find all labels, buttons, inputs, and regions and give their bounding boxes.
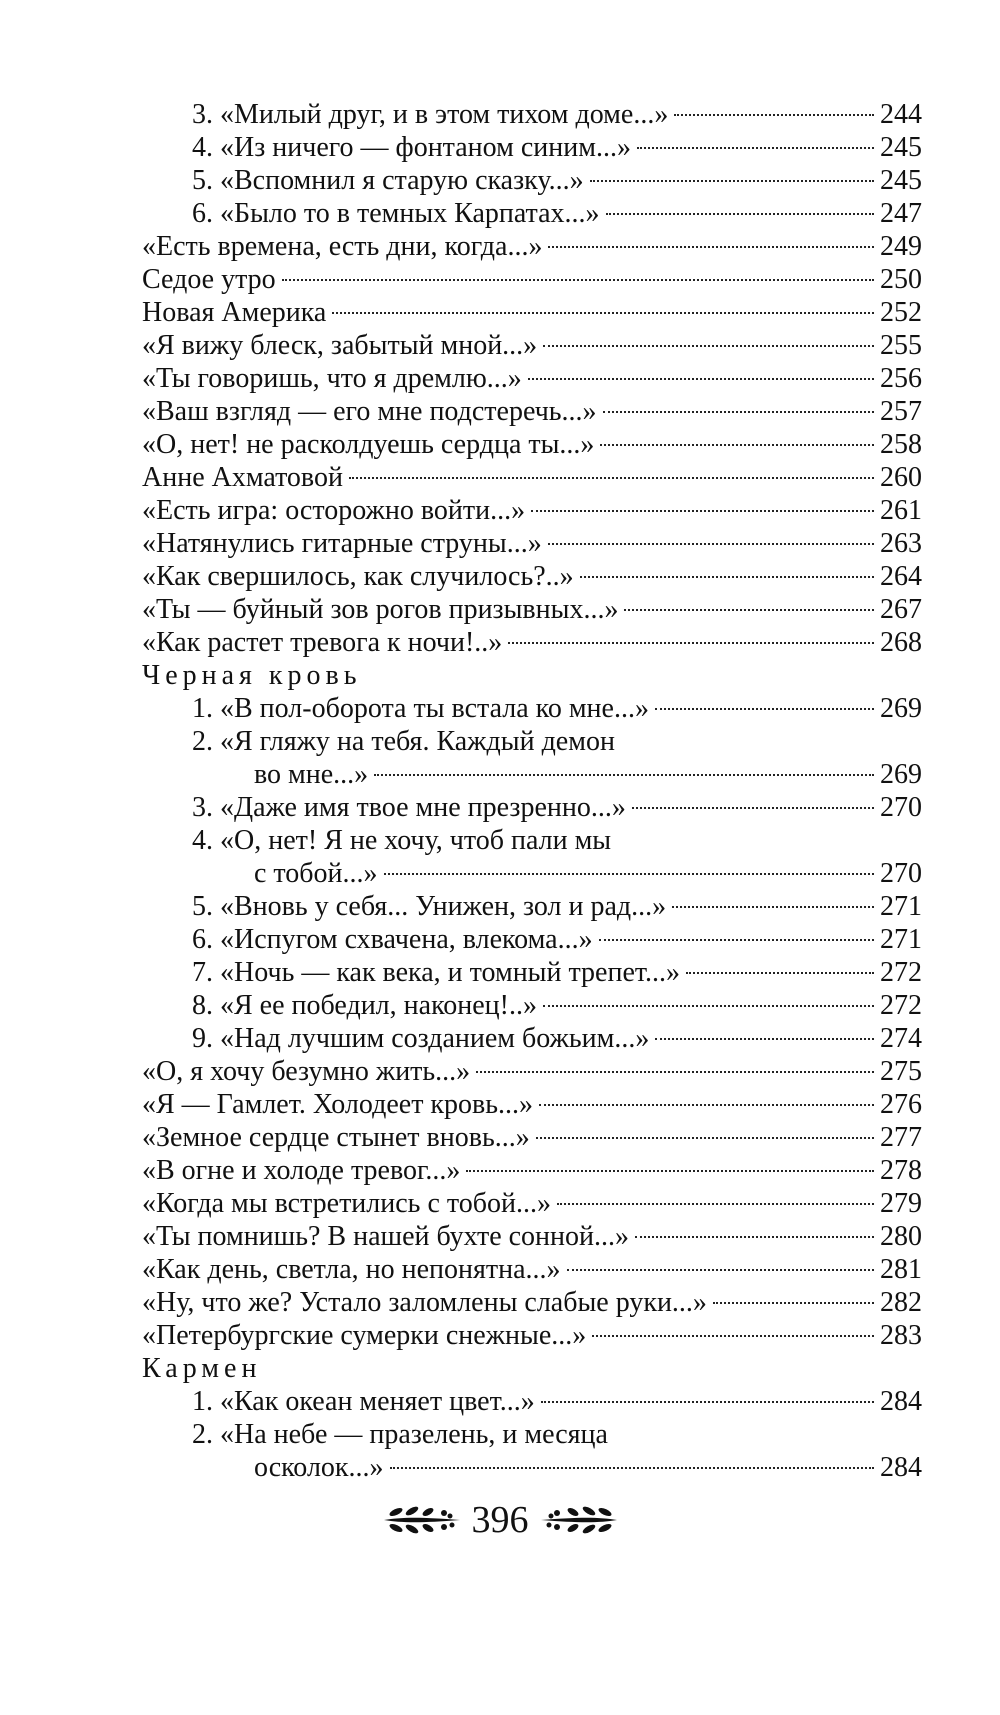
entry-page: 260 xyxy=(880,462,922,493)
entry-page: 247 xyxy=(880,198,922,229)
entry-title: «Натянулись гитарные струны...» xyxy=(142,528,542,559)
leader-dots xyxy=(600,444,874,446)
toc-entry xyxy=(142,1055,922,1088)
leader-dots xyxy=(384,873,874,875)
toc-entry-line1 xyxy=(142,1418,922,1451)
entry-title: 4. «Из ничего — фонтаном синим...» xyxy=(192,132,631,163)
entry-title: «Я вижу блеск, забытый мной...» xyxy=(142,330,538,361)
entry-page: 271 xyxy=(880,891,922,922)
leader-dots xyxy=(713,1302,874,1304)
toc-entry xyxy=(142,197,922,230)
leader-dots xyxy=(672,906,874,908)
toc-entry xyxy=(142,1319,922,1352)
toc-entry xyxy=(142,494,922,527)
entry-title-continued: с тобой...» xyxy=(254,858,378,889)
toc-entry xyxy=(142,527,922,560)
leader-dots xyxy=(548,543,874,545)
entry-page: 263 xyxy=(880,528,922,559)
entry-title: 3. «Милый друг, и в этом тихом доме...» xyxy=(192,99,669,130)
entry-page: 277 xyxy=(880,1122,922,1153)
entry-title: «Ты — буйный зов рогов призывных...» xyxy=(142,594,619,625)
entry-page: 257 xyxy=(880,396,922,427)
leader-dots xyxy=(543,1005,874,1007)
entry-title: 5. «Вспомнил я старую сказку...» xyxy=(192,165,584,196)
entry-title: 3. «Даже имя твое мне презренно...» xyxy=(192,792,626,823)
entry-title: 2. «Я гляжу на тебя. Каждый демон xyxy=(192,726,615,757)
toc-entry xyxy=(142,164,922,197)
entry-title: «Земное сердце стынет вновь...» xyxy=(142,1122,530,1153)
entry-title: Новая Америка xyxy=(142,297,327,328)
entry-page: 244 xyxy=(880,99,922,130)
toc-entry xyxy=(142,791,922,824)
entry-page: 268 xyxy=(880,627,922,658)
entry-title: «Ну, что же? Устало заломлены слабые руки...» xyxy=(142,1287,707,1318)
leader-dots xyxy=(539,1104,874,1106)
leader-dots xyxy=(686,972,874,974)
leader-dots xyxy=(674,114,874,116)
leader-dots xyxy=(543,345,874,347)
leader-dots xyxy=(603,411,874,413)
toc-entry xyxy=(142,989,922,1022)
leader-dots xyxy=(557,1203,874,1205)
leader-dots xyxy=(635,1236,874,1238)
entry-title: 7. «Ночь — как века, и томный трепет...» xyxy=(192,957,681,988)
leader-dots xyxy=(508,642,874,644)
leader-dots xyxy=(590,180,874,182)
entry-page: 272 xyxy=(880,957,922,988)
entry-page: 261 xyxy=(880,495,922,526)
entry-title-continued: во мне...» xyxy=(254,759,369,790)
table-of-contents xyxy=(142,98,922,1484)
entry-page: 276 xyxy=(880,1089,922,1120)
toc-entry xyxy=(142,98,922,131)
toc-entry-line1 xyxy=(142,725,922,758)
leader-dots xyxy=(632,807,874,809)
toc-entry xyxy=(142,1220,922,1253)
entry-page: 267 xyxy=(880,594,922,625)
entry-title: Седое утро xyxy=(142,264,276,295)
toc-entry-line2 xyxy=(142,857,922,890)
toc-entry xyxy=(142,1187,922,1220)
entry-page: 269 xyxy=(880,693,922,724)
entry-page: 269 xyxy=(880,759,922,790)
entry-page: 245 xyxy=(880,132,922,163)
page-footer xyxy=(0,1498,1000,1542)
entry-page: 279 xyxy=(880,1188,922,1219)
entry-title: «О, я хочу безумно жить...» xyxy=(142,1056,471,1087)
left-ornament-icon xyxy=(382,1503,462,1537)
toc-entry xyxy=(142,131,922,164)
entry-title: 8. «Я ее победил, наконец!..» xyxy=(192,990,537,1021)
entry-title: «Когда мы встретились с тобой...» xyxy=(142,1188,551,1219)
leader-dots xyxy=(531,510,874,512)
entry-page: 271 xyxy=(880,924,922,955)
entry-page: 284 xyxy=(880,1452,922,1483)
toc-entry xyxy=(142,626,922,659)
leader-dots xyxy=(466,1170,874,1172)
leader-dots xyxy=(655,708,874,710)
entry-page: 274 xyxy=(880,1023,922,1054)
section-title: Черная кровь xyxy=(142,660,362,691)
toc-entry xyxy=(142,923,922,956)
entry-page: 258 xyxy=(880,429,922,460)
entry-page: 280 xyxy=(880,1221,922,1252)
toc-entry xyxy=(142,329,922,362)
entry-title: «Есть игра: осторожно войти...» xyxy=(142,495,526,526)
toc-entry xyxy=(142,428,922,461)
entry-title: «Как растет тревога к ночи!..» xyxy=(142,627,503,658)
leader-dots xyxy=(541,1401,874,1403)
leader-dots xyxy=(655,1038,874,1040)
toc-entry-line2 xyxy=(142,1451,922,1484)
entry-page: 245 xyxy=(880,165,922,196)
page-number: 396 xyxy=(471,1499,529,1541)
entry-title: «В огне и холоде тревог...» xyxy=(142,1155,461,1186)
toc-entry xyxy=(142,1088,922,1121)
entry-title: «Ваш взгляд — его мне подстеречь...» xyxy=(142,396,597,427)
toc-entry xyxy=(142,296,922,329)
entry-title: «Как день, светла, но непонятна...» xyxy=(142,1254,561,1285)
toc-entry xyxy=(142,1286,922,1319)
entry-title: «Как свершилось, как случилось?..» xyxy=(142,561,574,592)
entry-page: 284 xyxy=(880,1386,922,1417)
entry-title: «О, нет! не расколдуешь сердца ты...» xyxy=(142,429,595,460)
toc-entry xyxy=(142,362,922,395)
leader-dots xyxy=(536,1137,874,1139)
entry-page: 249 xyxy=(880,231,922,262)
toc-entry xyxy=(142,692,922,725)
toc-entry xyxy=(142,1121,922,1154)
entry-title-continued: осколок...» xyxy=(254,1452,384,1483)
leader-dots xyxy=(349,477,874,479)
entry-page: 281 xyxy=(880,1254,922,1285)
entry-page: 255 xyxy=(880,330,922,361)
toc-entry xyxy=(142,461,922,494)
leader-dots xyxy=(599,939,874,941)
entry-title: 6. «Было то в темных Карпатах...» xyxy=(192,198,600,229)
entry-title: 1. «В пол-оборота ты встала ко мне...» xyxy=(192,693,649,724)
leader-dots xyxy=(637,147,874,149)
entry-title: 9. «Над лучшим созданием божьим...» xyxy=(192,1023,650,1054)
entry-title: «Я — Гамлет. Холодеет кровь...» xyxy=(142,1089,534,1120)
leader-dots xyxy=(624,609,874,611)
leader-dots xyxy=(592,1335,874,1337)
leader-dots xyxy=(390,1467,874,1469)
section-title: Кармен xyxy=(142,1353,262,1384)
leader-dots xyxy=(548,246,874,248)
entry-page: 252 xyxy=(880,297,922,328)
right-ornament-icon xyxy=(539,1503,619,1537)
toc-entry xyxy=(142,560,922,593)
entry-title: «Ты помнишь? В нашей бухте сонной...» xyxy=(142,1221,630,1252)
leader-dots xyxy=(476,1071,874,1073)
leader-dots xyxy=(528,378,874,380)
entry-title: Анне Ахматовой xyxy=(142,462,343,493)
leader-dots xyxy=(580,576,874,578)
toc-entry xyxy=(142,1253,922,1286)
entry-page: 270 xyxy=(880,792,922,823)
entry-title: 1. «Как океан меняет цвет...» xyxy=(192,1386,535,1417)
entry-title: 4. «О, нет! Я не хочу, чтоб пали мы xyxy=(192,825,612,856)
leader-dots xyxy=(332,312,874,314)
entry-page: 282 xyxy=(880,1287,922,1318)
leader-dots xyxy=(567,1269,874,1271)
entry-page: 250 xyxy=(880,264,922,295)
toc-entry xyxy=(142,263,922,296)
toc-entry-line1 xyxy=(142,824,922,857)
entry-title: 5. «Вновь у себя... Унижен, зол и рад...» xyxy=(192,891,667,922)
entry-title: «Есть времена, есть дни, когда...» xyxy=(142,231,543,262)
leader-dots xyxy=(374,774,874,776)
entry-page: 278 xyxy=(880,1155,922,1186)
leader-dots xyxy=(282,279,874,281)
toc-entry xyxy=(142,593,922,626)
toc-entry xyxy=(142,1385,922,1418)
entry-title: 2. «На небе — празелень, и месяца xyxy=(192,1419,608,1450)
toc-entry xyxy=(142,230,922,263)
entry-title: «Ты говоришь, что я дремлю...» xyxy=(142,363,522,394)
leader-dots xyxy=(606,213,874,215)
entry-title: 6. «Испугом схвачена, влекома...» xyxy=(192,924,593,955)
toc-entry xyxy=(142,956,922,989)
entry-page: 264 xyxy=(880,561,922,592)
toc-entry xyxy=(142,1154,922,1187)
entry-page: 283 xyxy=(880,1320,922,1351)
entry-page: 275 xyxy=(880,1056,922,1087)
entry-title: «Петербургские сумерки снежные...» xyxy=(142,1320,587,1351)
toc-entry xyxy=(142,395,922,428)
entry-page: 272 xyxy=(880,990,922,1021)
entry-page: 270 xyxy=(880,858,922,889)
toc-entry xyxy=(142,890,922,923)
entry-page: 256 xyxy=(880,363,922,394)
toc-entry-line2 xyxy=(142,758,922,791)
toc-entry xyxy=(142,1022,922,1055)
